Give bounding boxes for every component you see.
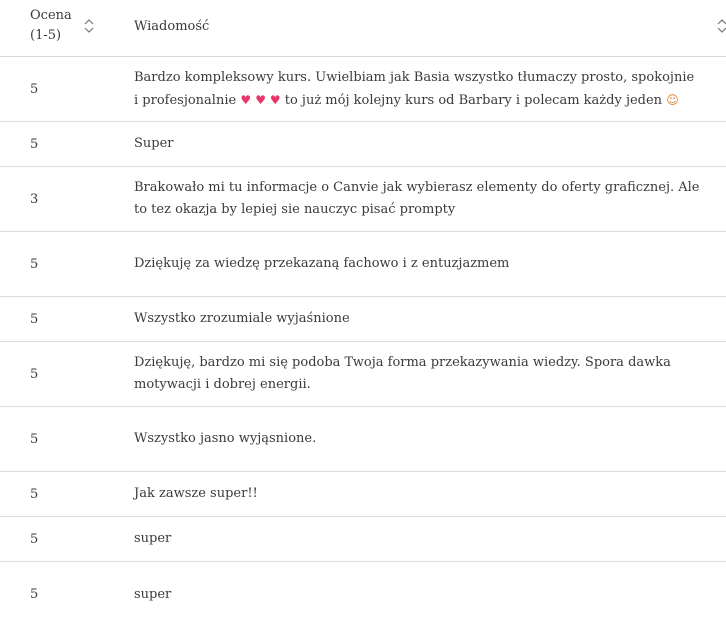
rating-cell: 5	[30, 431, 39, 447]
message-cell: Super	[134, 136, 174, 151]
rating-cell: 5	[30, 486, 39, 502]
table-row	[0, 517, 726, 562]
message-cell: Dziękuję za wiedzę przekazaną fachowo i z entuzjazmem	[134, 256, 510, 271]
message-cell: super	[134, 586, 172, 602]
rating-cell: 5	[30, 587, 39, 602]
rating-cell: 3	[30, 191, 39, 207]
rating-cell: 5	[30, 81, 39, 97]
smiling-face-icon: ☺	[666, 92, 679, 107]
message-cell	[134, 57, 700, 121]
rating-cell: 5	[30, 311, 39, 327]
table-row	[0, 472, 726, 517]
table-row	[0, 342, 726, 407]
message-cell: Brakowało mi tu informacje o Canvie jak wybierasz elementy do oferty graficznej. Ale to tez okazja by lepiej sie nauczyc pisać prompty	[134, 180, 700, 217]
message-cell: super	[134, 531, 172, 546]
rating-cell: 5	[30, 366, 39, 382]
table-row	[0, 167, 726, 232]
table-row	[0, 562, 726, 627]
table-row	[0, 57, 726, 122]
message-cell: Dziękuję, bardzo mi się podoba Twoja forma przekazywania wiedzy. Spora dawka motywacji i dobrej energii.	[134, 355, 671, 392]
rating-cell: 5	[30, 136, 39, 152]
table-header	[0, 0, 726, 57]
message-cell: Jak zawsze super!!	[134, 486, 258, 501]
rating-cell: 5	[30, 256, 39, 272]
message-cell: Wszystko zrozumiale wyjaśnione	[134, 311, 350, 326]
table-row	[0, 232, 726, 297]
message-text: to już mój kolejny kurs od Barbary i polecam każdy jeden	[284, 92, 663, 108]
message-cell: Wszystko jasno wyjąsnione.	[134, 431, 317, 446]
sort-icon[interactable]	[716, 17, 726, 35]
rating-cell: 5	[30, 531, 39, 547]
table-row	[0, 407, 726, 472]
column-header-message[interactable]: Wiadomość	[134, 19, 210, 34]
heart-icon: ♥	[240, 92, 252, 107]
sort-icon[interactable]	[83, 17, 95, 35]
message-text: Bardzo kompleksowy kurs. Uwielbiam jak Basia wszystko tłumaczy prosto, spokojnie i profesjonalnie	[134, 69, 695, 108]
table-row	[0, 297, 726, 342]
heart-icon: ♥ ♥	[255, 92, 281, 107]
column-header-rating[interactable]: Ocena (1-5)	[30, 8, 72, 43]
table-row	[0, 122, 726, 167]
